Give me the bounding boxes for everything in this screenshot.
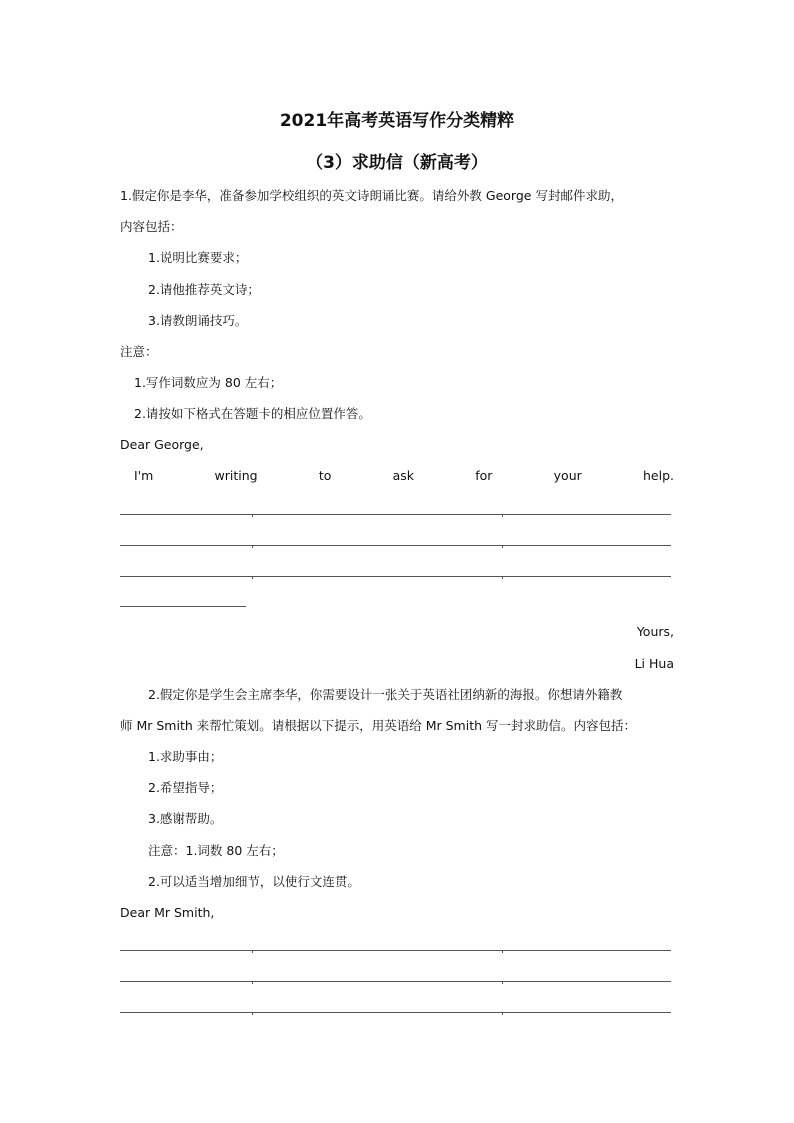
q2-prompt-line2: 师 Mr Smith 来帮忙策划。请根据以下提示，用英语给 Mr Smith 写一封求助信。内容包括： xyxy=(120,718,637,733)
q1-closing: Yours, xyxy=(636,624,674,639)
q1-greeting: Dear George, xyxy=(120,437,204,452)
q1-item-1: 1.说明比赛要求； xyxy=(148,250,248,265)
q2-item-3: 3.感谢帮助。 xyxy=(148,811,223,826)
q1-note-label: 注意： xyxy=(120,344,158,359)
q2-prompt-line1: 2.假定你是学生会主席李华，你需要设计一张关于英语社团纳新的海报。你想请外籍教 xyxy=(148,687,623,702)
q1-prompt-line1: 1.假定你是李华，准备参加学校组织的英文诗朗诵比赛。请给外教 George 写封邮件求助， xyxy=(120,188,623,203)
q1-note-1: 1.写作词数应为 80 左右； xyxy=(134,375,283,390)
q1-item-3: 3.请教朗诵技巧。 xyxy=(148,313,248,328)
q1-prompt-line2: 内容包括： xyxy=(120,219,183,234)
q2-greeting: Dear Mr Smith, xyxy=(120,905,215,920)
q1-note-2: 2.请按如下格式在答题卡的相应位置作答。 xyxy=(134,406,371,421)
answer-line[interactable] xyxy=(120,514,671,515)
q1-signature: Li Hua xyxy=(634,656,674,671)
word: help. xyxy=(642,468,674,483)
answer-line[interactable] xyxy=(120,1012,671,1013)
page-subtitle: （3）求助信（新高考） xyxy=(306,153,488,173)
answer-line[interactable] xyxy=(120,545,671,546)
word: your xyxy=(553,468,582,483)
word: writing xyxy=(214,468,258,483)
answer-line-short[interactable] xyxy=(120,606,246,607)
word: to xyxy=(318,468,332,483)
word: ask xyxy=(392,468,415,483)
word: for xyxy=(475,468,493,483)
q2-note-2: 2.可以适当增加细节，以使行文连贯。 xyxy=(148,874,360,889)
q1-opening-sentence xyxy=(134,468,674,484)
answer-line[interactable] xyxy=(120,576,671,577)
answer-line[interactable] xyxy=(120,950,671,951)
q2-note-1: 注意：1.词数 80 左右； xyxy=(148,843,284,858)
q1-item-2: 2.请他推荐英文诗； xyxy=(148,282,260,297)
q2-item-2: 2.希望指导； xyxy=(148,780,223,795)
page-title: 2021年高考英语写作分类精粹 xyxy=(279,111,515,131)
q2-item-1: 1.求助事由； xyxy=(148,749,223,764)
word: I'm xyxy=(134,468,154,483)
answer-line[interactable] xyxy=(120,981,671,982)
